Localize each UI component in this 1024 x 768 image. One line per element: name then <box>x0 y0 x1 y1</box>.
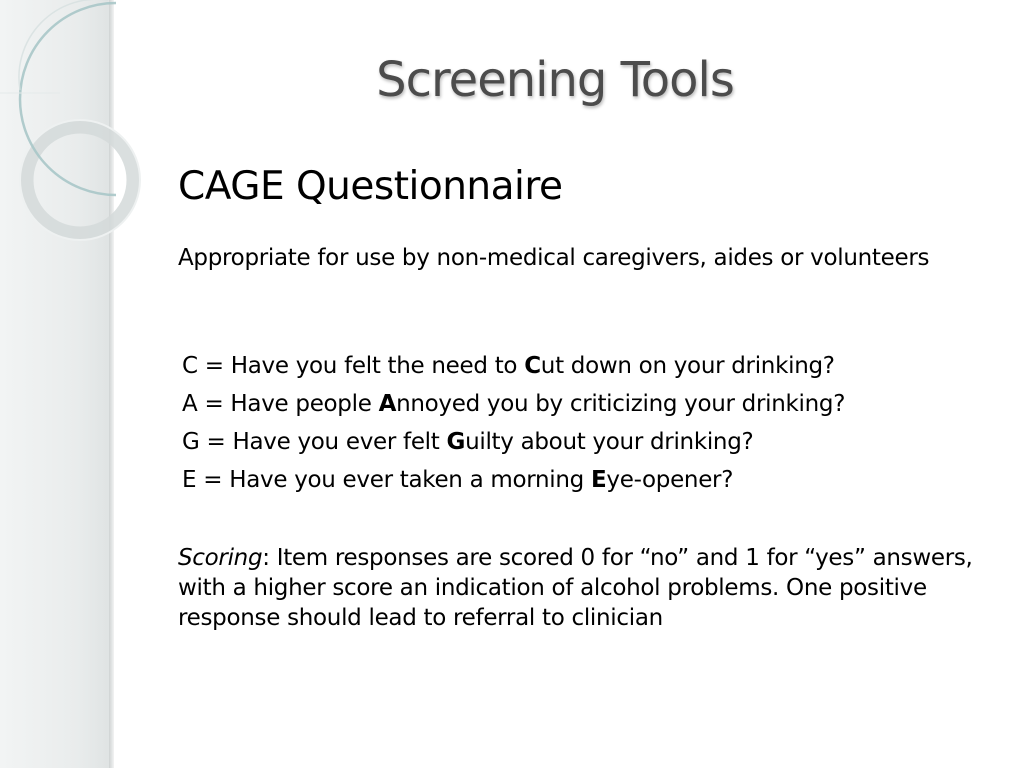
cage-key-letter: C <box>524 353 541 379</box>
cage-item-c: C = Have you felt the need to Cut down on your drinking? <box>182 353 835 379</box>
cage-item-g: G = Have you ever felt Guilty about your drinking? <box>182 429 754 455</box>
slide-title: Screening Tools <box>376 52 734 108</box>
cage-item-e: E = Have you ever taken a morning Eye-opener? <box>182 467 734 493</box>
scoring-text: : Item responses are scored 0 for “no” and 1 for “yes” answers, with a higher score an indication of alcohol problems. One positive response should lead to referral to clinician <box>178 545 973 631</box>
cage-subtitle: CAGE Questionnaire <box>178 164 563 209</box>
cage-question-list <box>182 350 845 502</box>
scoring-paragraph <box>178 543 998 633</box>
intro-text: Appropriate for use by non-medical caregivers, aides or volunteers <box>178 245 930 271</box>
decorative-circles <box>0 0 160 270</box>
cage-key-letter: G <box>446 429 466 455</box>
cage-item-a: A = Have people Annoyed you by criticizing your drinking? <box>182 391 846 417</box>
scoring-label: Scoring <box>178 545 263 571</box>
cage-key-letter: E <box>590 467 607 493</box>
cage-key-letter: A <box>378 391 397 417</box>
